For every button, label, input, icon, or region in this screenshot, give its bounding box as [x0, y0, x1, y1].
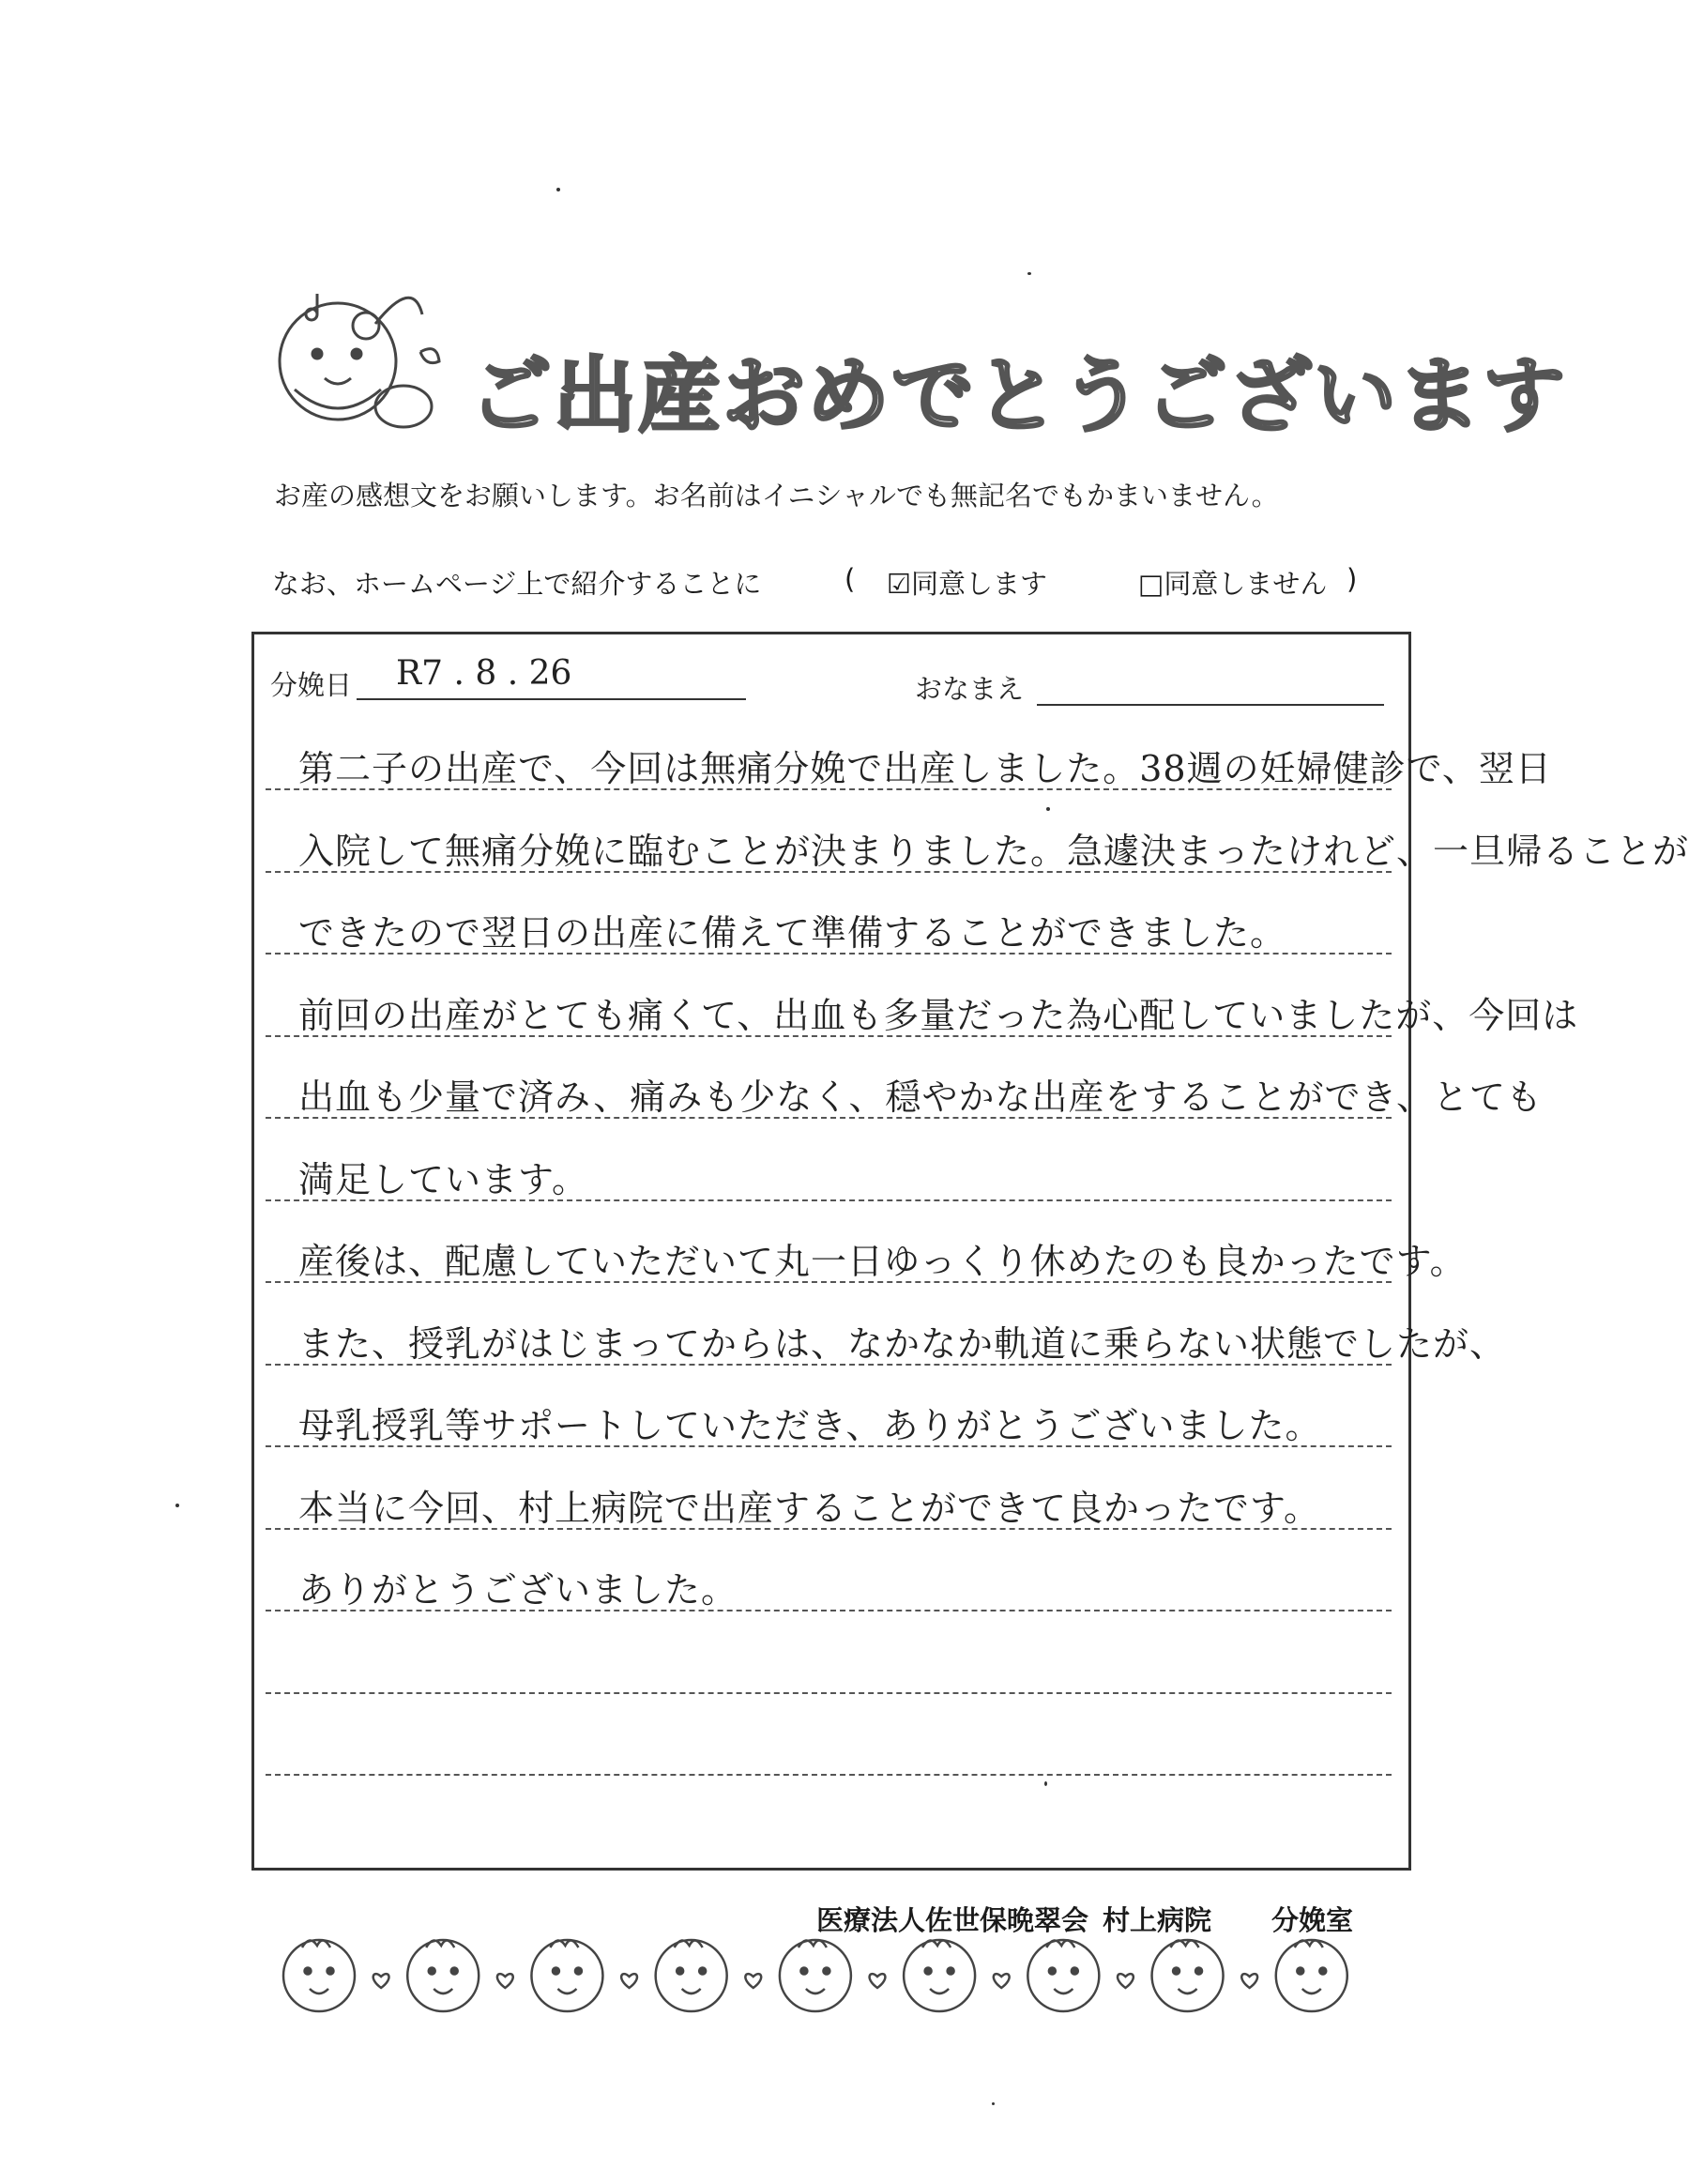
footer-hospital-name: 村上病院: [1103, 1904, 1212, 1936]
instruction-text: お産の感想文をお願いします。お名前はイニシャルでも無記名でもかまいません。: [274, 480, 1279, 512]
consent-row: [272, 563, 1370, 601]
ruled-line: [266, 1281, 1392, 1283]
ruled-line: [266, 953, 1392, 955]
heart-icon: [373, 1974, 389, 1988]
ruled-line: [266, 1774, 1392, 1776]
scan-speck: [556, 188, 560, 191]
delivery-date-underline: [357, 698, 746, 700]
baby-face-icon: [1027, 1940, 1099, 2011]
footer-baby-faces-illustration: [277, 1924, 1393, 2018]
scan-speck: [1027, 272, 1031, 275]
impression-line-text[interactable]: 出血も少量で済み、痛みも少なく、穏やかな出産をすることができ、とても: [298, 1077, 1544, 1118]
consent-agree-checkbox[interactable]: ☑同意します: [887, 568, 1047, 600]
heart-icon: [621, 1974, 637, 1988]
ruled-line: [266, 788, 1392, 790]
heart-icon: [1241, 1974, 1257, 1988]
impression-line-text[interactable]: 産後は、配慮していただいて丸一日ゆっくり休めたのも良かったです。: [298, 1241, 1467, 1282]
ruled-line: [266, 1199, 1392, 1201]
baby-face-icon: [531, 1940, 602, 2011]
impression-line-text[interactable]: また、授乳がはじまってからは、なかなか軌道に乗らない状態でしたが、: [298, 1322, 1507, 1365]
scan-speck: [992, 2102, 995, 2105]
name-underline: [1037, 704, 1384, 706]
impression-line-text[interactable]: 満足しています。: [298, 1158, 588, 1200]
delivery-date-value[interactable]: R7 . 8 . 26: [396, 654, 572, 693]
ruled-line: [266, 1528, 1392, 1530]
baby-face-icon: [780, 1940, 851, 2011]
consent-open-paren: (: [844, 563, 856, 595]
impression-line-text[interactable]: 母乳授乳等サポートしていただき、ありがとうございました。: [298, 1405, 1322, 1446]
consent-prefix: なお、ホームページ上で紹介することに: [272, 568, 762, 600]
scan-speck: [1046, 807, 1050, 811]
heart-icon: [497, 1974, 513, 1988]
footer-department: 分娩室: [1271, 1904, 1354, 1936]
name-label: おなまえ: [915, 673, 1025, 705]
ruled-line: [266, 1364, 1392, 1366]
scan-speck: [1044, 1781, 1047, 1786]
baby-face-icon: [1276, 1940, 1347, 2011]
ruled-line: [266, 1035, 1392, 1037]
ruled-line: [266, 1610, 1392, 1611]
impression-line-text[interactable]: 第二子の出産で、今回は無痛分娩で出産しました。38週の妊婦健診で、翌日: [298, 748, 1552, 789]
baby-face-icon: [656, 1940, 727, 2011]
consent-disagree-checkbox[interactable]: □同意しません: [1138, 568, 1328, 600]
heart-icon: [745, 1974, 761, 1988]
page-title: ご出産おめでとうございます: [469, 347, 1568, 444]
baby-face-icon: [904, 1940, 975, 2011]
ruled-line: [266, 1692, 1392, 1694]
consent-close-paren: ): [1347, 563, 1358, 595]
heart-icon: [994, 1974, 1010, 1988]
delivery-date-label: 分娩日: [270, 669, 353, 701]
impression-line-text[interactable]: 入院して無痛分娩に臨むことが決まりました。急遽決まったけれど、一旦帰ることが: [298, 830, 1689, 872]
heart-icon: [1118, 1974, 1134, 1988]
baby-icon: [280, 298, 439, 427]
ruled-line: [266, 1117, 1392, 1119]
baby-face-icon: [1152, 1940, 1224, 2011]
scan-speck: [175, 1504, 179, 1507]
impression-line-text[interactable]: できたので翌日の出産に備えて準備することができました。: [298, 912, 1287, 954]
baby-face-icon: [283, 1940, 355, 2011]
baby-face-icon: [407, 1940, 479, 2011]
ruled-line: [266, 1445, 1392, 1447]
heart-icon: [870, 1974, 886, 1988]
footer-org-name: 医療法人佐世保晩翠会: [816, 1904, 1089, 1936]
impression-line-text[interactable]: 前回の出産がとても痛くて、出血も多量だった為心配していましたが、今回は: [298, 994, 1579, 1036]
ruled-line: [266, 871, 1392, 873]
impression-line-text[interactable]: 本当に今回、村上病院で出産することができて良かったです。: [298, 1487, 1320, 1529]
impression-line-text[interactable]: ありがとうございました。: [298, 1569, 738, 1611]
